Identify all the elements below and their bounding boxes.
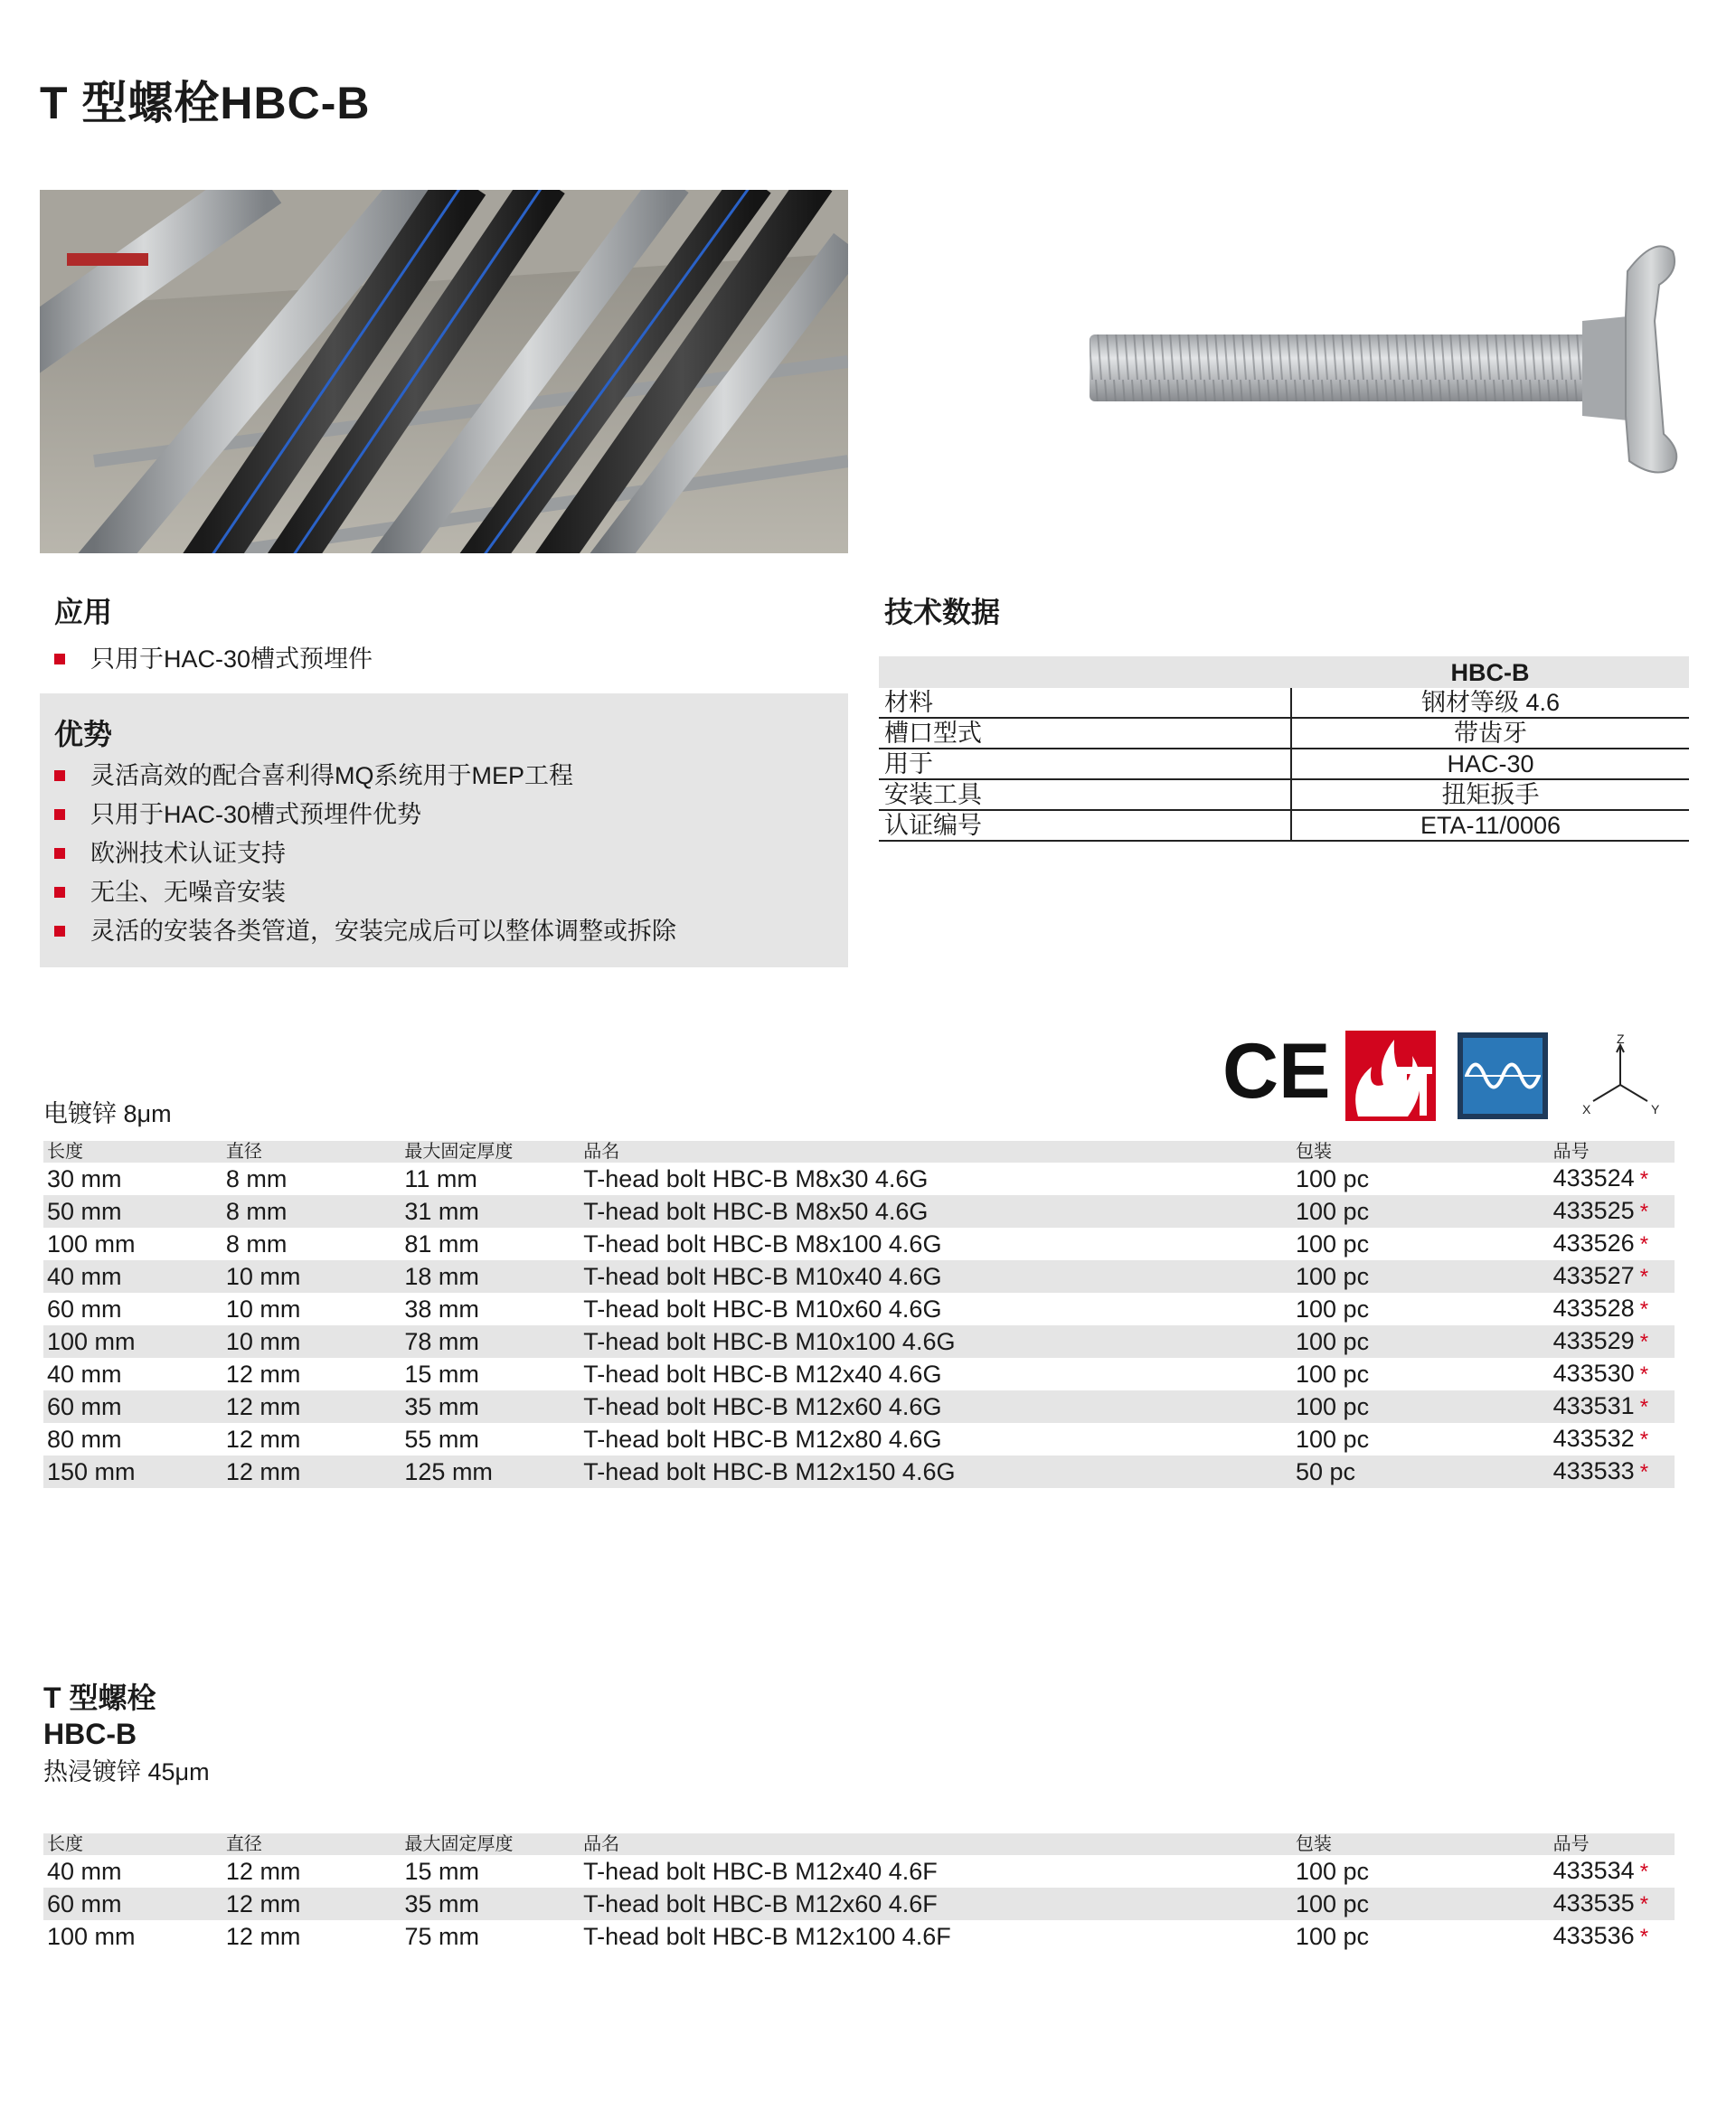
- name-cell: [580, 1390, 1292, 1423]
- item-no-cell: [1550, 1293, 1675, 1325]
- name-cell: [580, 1423, 1292, 1456]
- tech-label: 安装工具: [879, 779, 1291, 810]
- item-no-cell: [1550, 1855, 1675, 1888]
- table-row: [43, 1325, 1675, 1358]
- cell-text: T-head bolt HBC-B M10x40 4.6G: [583, 1263, 942, 1290]
- package-cell: [1292, 1390, 1550, 1423]
- tech-value: 钢材等级 4.6: [1291, 688, 1689, 718]
- list-item: [54, 796, 832, 834]
- diameter-cell: [222, 1293, 401, 1325]
- cell-text: T-head bolt HBC-B M12x150 4.6G: [583, 1458, 956, 1485]
- bullet-square-icon: [54, 654, 65, 664]
- asterisk-mark: *: [1639, 1297, 1649, 1322]
- cell-text: 40 mm: [47, 1858, 122, 1885]
- length-cell: [43, 1260, 222, 1293]
- list-item-text: 欧洲技术认证支持: [90, 840, 286, 867]
- header-length: 长度: [43, 1833, 222, 1855]
- header-diameter: 直径: [222, 1833, 401, 1855]
- cell-text: 15 mm: [404, 1361, 479, 1388]
- item-no-cell: [1550, 1390, 1675, 1423]
- list-item-text: 灵活高效的配合喜利得MQ系统用于MEP工程: [90, 762, 574, 789]
- pipes-on-channel-installation-photo: [40, 190, 848, 553]
- asterisk-mark: *: [1639, 1265, 1649, 1289]
- cell-text: 10 mm: [225, 1328, 301, 1355]
- cell-text: 100 pc: [1296, 1263, 1370, 1290]
- list-item: [54, 834, 832, 873]
- package-cell: [1292, 1855, 1550, 1888]
- cell-text: 100 pc: [1296, 1295, 1370, 1323]
- cell-text: 12 mm: [225, 1426, 301, 1453]
- max-thickness-cell: [401, 1293, 580, 1325]
- seismic-wave-icon: [1458, 1032, 1548, 1119]
- section2-title: [43, 1680, 156, 1752]
- table-row: [43, 1390, 1675, 1423]
- cell-text: 60 mm: [47, 1295, 122, 1323]
- tech-label: 材料: [879, 688, 1291, 718]
- length-cell: [43, 1423, 222, 1456]
- tech-data-table: [879, 656, 1689, 842]
- table-row: [43, 1855, 1675, 1888]
- tech-value: ETA-11/0006: [1291, 810, 1689, 841]
- cell-text: 100 pc: [1295, 1923, 1369, 1950]
- cell-text: 433534: [1552, 1857, 1635, 1884]
- cell-text: 100 mm: [47, 1230, 136, 1258]
- table-header-row: [43, 1141, 1675, 1163]
- max-thickness-cell: [401, 1456, 580, 1488]
- cell-text: 40 mm: [47, 1361, 122, 1388]
- item-no-cell: [1550, 1920, 1675, 1953]
- cell-text: 8 mm: [225, 1165, 288, 1192]
- length-cell: [43, 1358, 222, 1390]
- tech-data-heading: 技术数据: [884, 596, 1001, 628]
- asterisk-mark: *: [1639, 1200, 1649, 1224]
- diameter-cell: [222, 1195, 401, 1228]
- cell-text: 433525: [1552, 1197, 1635, 1224]
- section2-caption: 热浸镀锌 45μm: [43, 1758, 210, 1785]
- cell-text: 78 mm: [404, 1328, 479, 1355]
- cell-text: 100 pc: [1296, 1165, 1370, 1192]
- name-cell: [580, 1358, 1292, 1390]
- diameter-cell: [222, 1456, 401, 1488]
- length-cell: [43, 1888, 222, 1920]
- asterisk-mark: *: [1639, 1330, 1649, 1354]
- header-max-thickness: 最大固定厚度: [401, 1141, 580, 1163]
- axis-y-label: Y: [1651, 1102, 1660, 1116]
- diameter-cell: [222, 1390, 401, 1423]
- hot-dip-galvanized-product-table: [43, 1833, 1675, 1953]
- cell-text: 10 mm: [225, 1295, 301, 1323]
- table-row: [43, 1293, 1675, 1325]
- tech-value: 带齿牙: [1291, 718, 1689, 749]
- asterisk-mark: *: [1639, 1892, 1649, 1917]
- cell-text: T-head bolt HBC-B M8x30 4.6G: [583, 1165, 929, 1192]
- item-no-cell: [1550, 1163, 1675, 1195]
- package-cell: [1292, 1163, 1550, 1195]
- cell-text: 433524: [1552, 1164, 1635, 1192]
- cell-text: 12 mm: [225, 1923, 301, 1950]
- max-thickness-cell: [401, 1163, 580, 1195]
- cell-text: 433532: [1552, 1425, 1635, 1452]
- asterisk-mark: *: [1639, 1460, 1649, 1484]
- asterisk-mark: *: [1639, 1427, 1649, 1452]
- package-cell: [1292, 1358, 1550, 1390]
- name-cell: [580, 1163, 1292, 1195]
- list-item: [54, 873, 832, 912]
- list-item-text: 灵活的安装各类管道，安装完成后可以整体调整或拆除: [90, 918, 676, 945]
- table-row: [43, 1423, 1675, 1456]
- tech-value: HAC-30: [1291, 749, 1689, 779]
- table-row: [879, 688, 1689, 718]
- cell-text: 12 mm: [225, 1361, 301, 1388]
- asterisk-mark: *: [1639, 1167, 1649, 1192]
- item-no-cell: [1550, 1456, 1675, 1488]
- max-thickness-cell: [401, 1920, 580, 1953]
- fire-resistance-icon: [1345, 1031, 1436, 1121]
- cell-text: 433529: [1552, 1327, 1635, 1354]
- cell-text: 100 pc: [1296, 1328, 1370, 1355]
- application-heading: 应用: [54, 596, 113, 628]
- diameter-cell: [222, 1855, 401, 1888]
- cell-text: T-head bolt HBC-B M8x50 4.6G: [583, 1198, 929, 1225]
- axis-x-label: X: [1582, 1102, 1591, 1116]
- cell-text: 8 mm: [225, 1230, 288, 1258]
- advantages-list: [54, 757, 832, 951]
- cell-text: T-head bolt HBC-B M10x60 4.6G: [583, 1295, 942, 1323]
- badges-svg: [1222, 1031, 1675, 1130]
- cell-text: 433526: [1552, 1230, 1635, 1257]
- name-cell: [580, 1855, 1292, 1888]
- cell-text: 60 mm: [47, 1890, 122, 1917]
- table-body: [43, 1855, 1675, 1953]
- table-row: [43, 1163, 1675, 1195]
- header-item-no: 品号: [1550, 1833, 1675, 1855]
- tech-value: 扭矩扳手: [1291, 779, 1689, 810]
- name-cell: [580, 1325, 1292, 1358]
- table-header-row: [879, 656, 1689, 688]
- cell-text: 40 mm: [47, 1263, 122, 1290]
- asterisk-mark: *: [1639, 1232, 1649, 1257]
- diameter-cell: [222, 1325, 401, 1358]
- bullet-square-icon: [54, 926, 65, 937]
- cell-text: 8 mm: [225, 1198, 288, 1225]
- table-row: [879, 810, 1689, 841]
- ce-mark-icon: [1222, 1031, 1330, 1115]
- cell-text: 38 mm: [404, 1295, 479, 1323]
- cell-text: 100 mm: [47, 1923, 136, 1950]
- section2-title-line2: HBC-B: [43, 1718, 137, 1750]
- diameter-cell: [222, 1163, 401, 1195]
- max-thickness-cell: [401, 1888, 580, 1920]
- cell-text: T-head bolt HBC-B M12x60 4.6G: [583, 1393, 942, 1420]
- table-row: [43, 1228, 1675, 1260]
- cell-text: 100 mm: [47, 1328, 136, 1355]
- name-cell: [580, 1293, 1292, 1325]
- table-row: [43, 1920, 1675, 1953]
- certification-badges: [1222, 1031, 1675, 1130]
- installation-photo-illustration: [40, 190, 848, 553]
- cell-text: 433536: [1552, 1922, 1635, 1949]
- tech-label: 槽口型式: [879, 718, 1291, 749]
- list-item: [54, 757, 832, 796]
- cell-text: 12 mm: [225, 1890, 301, 1917]
- item-no-cell: [1550, 1195, 1675, 1228]
- advantages-panel: [40, 693, 848, 967]
- package-cell: [1292, 1888, 1550, 1920]
- cell-text: 81 mm: [404, 1230, 479, 1258]
- item-no-cell: [1550, 1888, 1675, 1920]
- package-cell: [1292, 1325, 1550, 1358]
- list-item: [54, 640, 832, 679]
- cell-text: T-head bolt HBC-B M10x100 4.6G: [583, 1328, 956, 1355]
- asterisk-mark: *: [1639, 1395, 1649, 1419]
- cell-text: 12 mm: [225, 1458, 301, 1485]
- cell-text: 100 pc: [1296, 1393, 1370, 1420]
- cell-text: 35 mm: [404, 1393, 479, 1420]
- cell-text: 80 mm: [47, 1426, 122, 1453]
- length-cell: [43, 1228, 222, 1260]
- cell-text: 15 mm: [404, 1858, 480, 1885]
- section1-caption: 电镀锌 8μm: [43, 1100, 172, 1127]
- diameter-cell: [222, 1358, 401, 1390]
- header-length: 长度: [43, 1141, 222, 1163]
- diameter-cell: [222, 1228, 401, 1260]
- cell-text: 100 pc: [1296, 1361, 1370, 1388]
- cell-text: 150 mm: [47, 1458, 136, 1485]
- t-head-bolt-illustration: [1076, 235, 1691, 488]
- cell-text: 50 pc: [1296, 1458, 1356, 1485]
- tech-label: 认证编号: [879, 810, 1291, 841]
- cell-text: 100 pc: [1296, 1426, 1370, 1453]
- electro-galvanized-product-table: [43, 1141, 1675, 1488]
- cell-text: 12 mm: [225, 1858, 301, 1885]
- cell-text: 30 mm: [47, 1165, 122, 1192]
- table-row: [879, 779, 1689, 810]
- table-header-row: [43, 1833, 1675, 1855]
- cell-text: 433527: [1552, 1262, 1635, 1289]
- item-no-cell: [1550, 1228, 1675, 1260]
- name-cell: [580, 1228, 1292, 1260]
- header-package: 包装: [1292, 1833, 1550, 1855]
- cell-text: 55 mm: [404, 1426, 479, 1453]
- length-cell: [43, 1293, 222, 1325]
- table-row: [43, 1260, 1675, 1293]
- asterisk-mark: *: [1639, 1860, 1649, 1884]
- header-name: 品名: [580, 1141, 1292, 1163]
- table-row: [879, 718, 1689, 749]
- length-cell: [43, 1855, 222, 1888]
- cell-text: T-head bolt HBC-B M8x100 4.6G: [583, 1230, 942, 1258]
- cell-text: 31 mm: [404, 1198, 479, 1225]
- list-item-text: 只用于HAC-30槽式预埋件优势: [90, 801, 422, 828]
- header-diameter: 直径: [222, 1141, 401, 1163]
- list-item: [54, 912, 832, 951]
- max-thickness-cell: [401, 1390, 580, 1423]
- bullet-square-icon: [54, 887, 65, 898]
- bullet-square-icon: [54, 770, 65, 781]
- cell-text: 35 mm: [404, 1890, 480, 1917]
- table-row: [43, 1358, 1675, 1390]
- table-row: [879, 749, 1689, 779]
- axis-z-label: Z: [1617, 1032, 1625, 1046]
- header-name: 品名: [580, 1833, 1292, 1855]
- diameter-cell: [222, 1423, 401, 1456]
- item-no-cell: [1550, 1423, 1675, 1456]
- asterisk-mark: *: [1639, 1362, 1649, 1387]
- list-item-text: 无尘、无噪音安装: [90, 879, 286, 906]
- name-cell: [580, 1195, 1292, 1228]
- cell-text: T-head bolt HBC-B M12x40 4.6G: [583, 1361, 942, 1388]
- cell-text: 433531: [1552, 1392, 1635, 1419]
- cell-text: 433528: [1552, 1295, 1635, 1322]
- cell-text: T-head bolt HBC-B M12x80 4.6G: [583, 1426, 942, 1453]
- asterisk-mark: *: [1639, 1925, 1649, 1949]
- cell-text: 11 mm: [404, 1165, 477, 1192]
- length-cell: [43, 1195, 222, 1228]
- item-no-cell: [1550, 1325, 1675, 1358]
- cell-text: 60 mm: [47, 1393, 122, 1420]
- t-head-bolt-product-image: [1076, 235, 1691, 488]
- max-thickness-cell: [401, 1260, 580, 1293]
- name-cell: [580, 1456, 1292, 1488]
- max-thickness-cell: [401, 1325, 580, 1358]
- cell-text: 75 mm: [404, 1923, 480, 1950]
- diameter-cell: [222, 1888, 401, 1920]
- bullet-square-icon: [54, 848, 65, 859]
- application-list: [54, 640, 832, 679]
- ce-mark-text: CE: [1222, 1031, 1331, 1115]
- header-item-no: 品号: [1550, 1141, 1675, 1163]
- cell-text: T-head bolt HBC-B M12x60 4.6F: [583, 1890, 938, 1917]
- cell-text: 100 pc: [1296, 1198, 1370, 1225]
- table-header-blank: [879, 656, 1291, 688]
- length-cell: [43, 1390, 222, 1423]
- header-package: 包装: [1292, 1141, 1550, 1163]
- max-thickness-cell: [401, 1228, 580, 1260]
- cell-text: T-head bolt HBC-B M12x100 4.6F: [583, 1923, 951, 1950]
- length-cell: [43, 1920, 222, 1953]
- length-cell: [43, 1325, 222, 1358]
- name-cell: [580, 1888, 1292, 1920]
- cell-text: 433535: [1552, 1889, 1635, 1917]
- diameter-cell: [222, 1920, 401, 1953]
- cell-text: 125 mm: [404, 1458, 493, 1485]
- cell-text: 10 mm: [225, 1263, 301, 1290]
- package-cell: [1292, 1920, 1550, 1953]
- header-max-thickness: 最大固定厚度: [401, 1833, 580, 1855]
- advantages-heading: 优势: [54, 718, 113, 750]
- package-cell: [1292, 1423, 1550, 1456]
- diameter-cell: [222, 1260, 401, 1293]
- table-body: [43, 1163, 1675, 1488]
- max-thickness-cell: [401, 1358, 580, 1390]
- cell-text: 18 mm: [404, 1263, 479, 1290]
- table-header-cell: HBC-B: [1291, 656, 1689, 688]
- cell-text: 433533: [1552, 1457, 1635, 1484]
- max-thickness-cell: [401, 1195, 580, 1228]
- list-item-text: 只用于HAC-30槽式预埋件: [90, 645, 373, 673]
- cell-text: 100 pc: [1296, 1230, 1370, 1258]
- item-no-cell: [1550, 1358, 1675, 1390]
- item-no-cell: [1550, 1260, 1675, 1293]
- package-cell: [1292, 1260, 1550, 1293]
- xyz-axes-icon: [1593, 1045, 1647, 1101]
- package-cell: [1292, 1228, 1550, 1260]
- name-cell: [580, 1260, 1292, 1293]
- max-thickness-cell: [401, 1423, 580, 1456]
- cell-text: 12 mm: [225, 1393, 301, 1420]
- length-cell: [43, 1163, 222, 1195]
- table-row: [43, 1456, 1675, 1488]
- table-row: [43, 1195, 1675, 1228]
- cell-text: 100 pc: [1295, 1858, 1369, 1885]
- cell-text: 433530: [1552, 1360, 1635, 1387]
- package-cell: [1292, 1293, 1550, 1325]
- cell-text: 100 pc: [1295, 1890, 1369, 1917]
- cell-text: T-head bolt HBC-B M12x40 4.6F: [583, 1858, 938, 1885]
- bullet-square-icon: [54, 809, 65, 820]
- table-row: [43, 1888, 1675, 1920]
- name-cell: [580, 1920, 1292, 1953]
- package-cell: [1292, 1195, 1550, 1228]
- package-cell: [1292, 1456, 1550, 1488]
- max-thickness-cell: [401, 1855, 580, 1888]
- length-cell: [43, 1456, 222, 1488]
- section2-title-line1: T 型螺栓: [43, 1682, 156, 1714]
- cell-text: 50 mm: [47, 1198, 122, 1225]
- tech-label: 用于: [879, 749, 1291, 779]
- page-title: T 型螺栓HBC-B: [40, 78, 371, 128]
